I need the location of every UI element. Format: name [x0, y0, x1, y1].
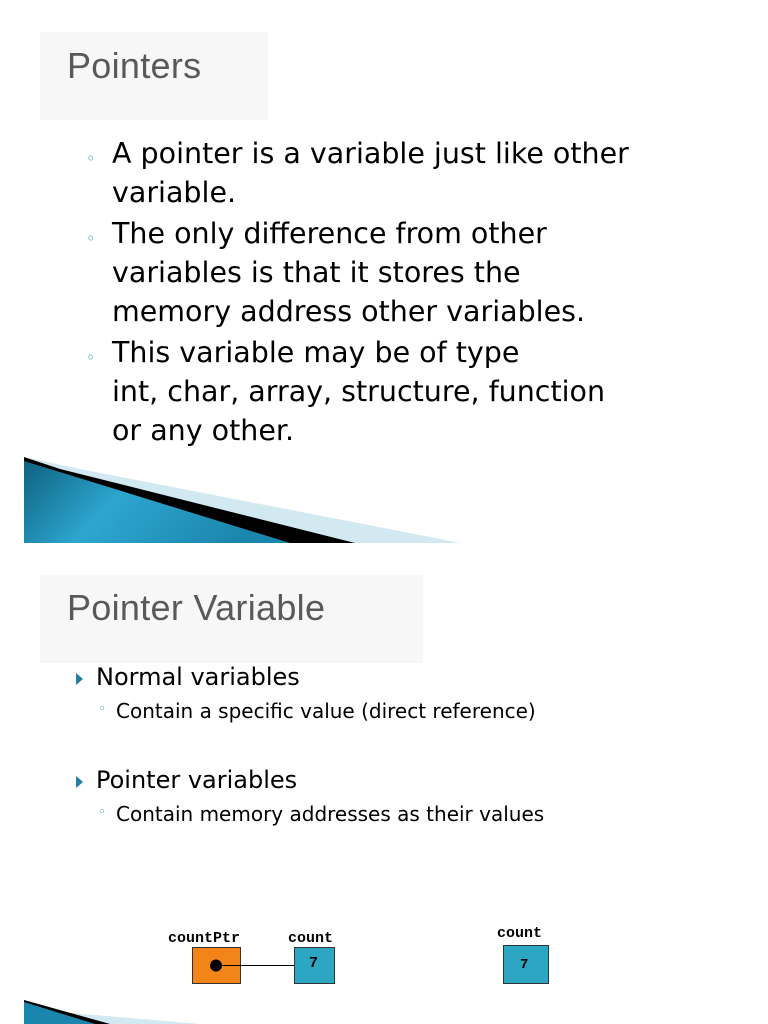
bullet-line: A pointer is a variable just like other	[112, 137, 629, 170]
bullet-marker: ◦	[86, 149, 96, 168]
bullet-line: int, char, array, structure, function	[112, 375, 606, 408]
bullet-marker: ◦	[86, 229, 96, 248]
pointer-variables-desc: Contain memory addresses as their values	[116, 802, 545, 826]
decorative-swoosh	[0, 998, 768, 1024]
bullet-line: variable.	[112, 176, 237, 209]
bullet-1	[112, 134, 732, 212]
count-label-2: count	[497, 925, 543, 942]
count-value: 7	[309, 955, 319, 972]
bullet-line: The only difference from other	[112, 217, 547, 250]
bullet-line: memory address other variables.	[112, 295, 586, 328]
count-label: count	[288, 930, 334, 947]
countptr-label: countPtr	[168, 930, 241, 947]
bullet-arrow-icon	[76, 776, 83, 788]
slide-title: Pointer Variable	[67, 587, 326, 628]
bullet-line: This variable may be of type	[112, 336, 520, 369]
normal-variables-desc: Contain a specific value (direct reference)	[116, 699, 536, 723]
count-value-2: 7	[520, 957, 529, 973]
bullet-line: variables is that it stores the	[112, 256, 521, 289]
bullet-3	[112, 333, 732, 450]
bullet-arrow-icon	[76, 673, 83, 685]
decorative-swoosh	[0, 455, 768, 545]
sub-bullet-marker: ◦	[98, 702, 106, 717]
sub-bullet-marker: ◦	[98, 805, 106, 820]
slide-pointer-variable	[0, 545, 768, 1024]
bullet-line: or any other.	[112, 414, 295, 447]
pointer-variables-heading: Pointer variables	[96, 766, 298, 794]
slide-title: Pointers	[67, 45, 202, 86]
normal-variables-heading: Normal variables	[96, 663, 300, 691]
bullet-marker: ◦	[86, 348, 96, 367]
bullet-2	[112, 214, 732, 331]
